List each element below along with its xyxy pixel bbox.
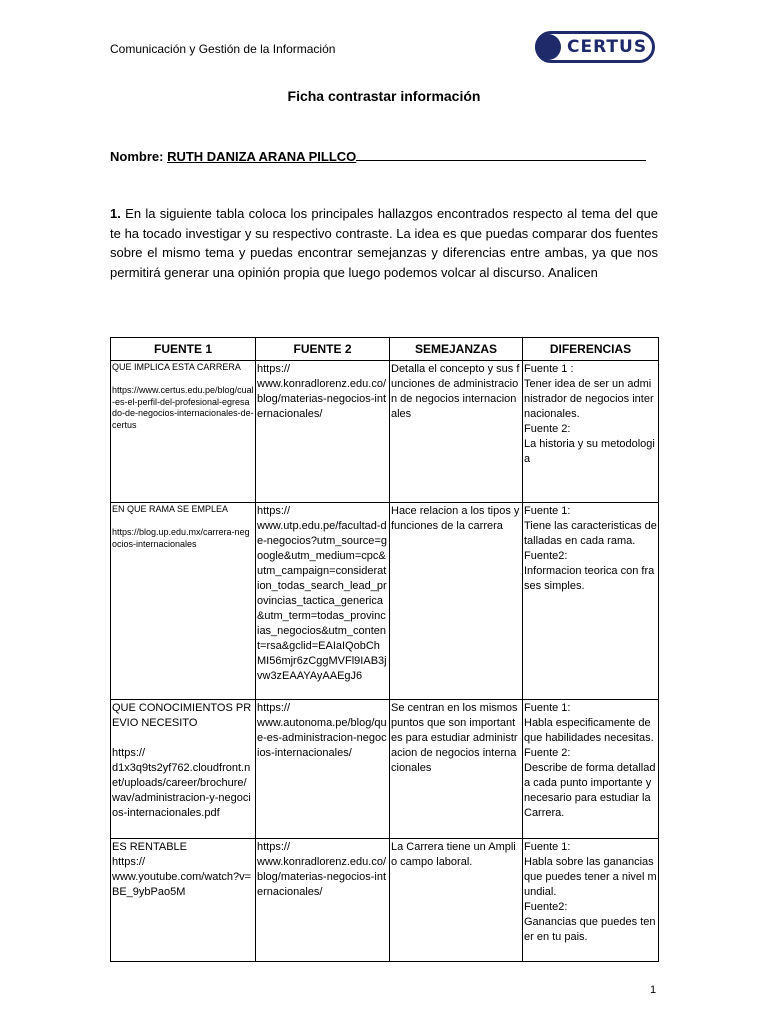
cell-fuente-1: ES RENTABLE https:// www.youtube.com/watch?v=BE_9ybPao5M xyxy=(111,839,256,962)
logo-text: CERTUS xyxy=(567,37,648,57)
logo-circle-icon xyxy=(535,34,561,60)
header-fuente-2: FUENTE 2 xyxy=(256,338,390,361)
cell-fuente-2: https:// www.utp.edu.pe/facultad-de-negocios?utm_source=google&utm_medium=cpc&utm_campaign=consideration_todas_search_lead_provincias_tactica_generica&utm_term=todas_provincias_negocios&utm_content=rsa&gclid=EAIaIQobChMI56mjr6zCggMVFl9IAB3jvw3zEAAYAyAAEgJ6 xyxy=(256,503,390,700)
cell-semejanzas: La Carrera tiene un Amplio campo laboral. xyxy=(390,839,523,962)
cell-fuente-1: QUE CONOCIMIENTOS PREVIO NECESITO https:// d1x3q9ts2yf762.cloudfront.net/uploads/career/brochure/wav/administracion-y-negocios-internacionales.pdf xyxy=(111,700,256,839)
document-title: Ficha contrastar información xyxy=(287,88,481,104)
cell-diferencias: Fuente 1 : Tener idea de ser un administrador de negocios internacionales. Fuente 2: La historia y su metodologia xyxy=(523,361,659,503)
comparison-table xyxy=(110,337,659,962)
cell-semejanzas: Detalla el concepto y sus funciones de administracion de negocios internacionales xyxy=(390,361,523,503)
table-header-row xyxy=(111,338,659,361)
cell-fuente-1: QUE IMPLICA ESTA CARRERA https://www.certus.edu.pe/blog/cual-es-el-perfil-del-profesional-egresado-de-negocios-internacionales-de-certus xyxy=(111,361,256,503)
instruction-number: 1. xyxy=(110,206,121,221)
name-label: Nombre: xyxy=(110,149,164,164)
header-fuente-1: FUENTE 1 xyxy=(111,338,256,361)
table-row xyxy=(111,839,659,962)
header-semejanzas: SEMEJANZAS xyxy=(390,338,523,361)
cell-fuente-2: https:// www.autonoma.pe/blog/que-es-administracion-negocios-internacionales/ xyxy=(256,700,390,839)
name-value: RUTH DANIZA ARANA PILLCO xyxy=(167,149,357,164)
cell-fuente-2: https:// www.konradlorenz.edu.co/blog/materias-negocios-internacionales/ xyxy=(256,361,390,503)
certus-logo xyxy=(535,31,655,63)
table-row xyxy=(111,361,659,503)
cell-semejanzas: Se centran en los mismos puntos que son importantes para estudiar administracion de negocios internacionales xyxy=(390,700,523,839)
cell-fuente-1: EN QUE RAMA SE EMPLEA https://blog.up.edu.mx/carrera-negocios-internacionales xyxy=(111,503,256,700)
instructions xyxy=(110,204,658,282)
instruction-text: En la siguiente tabla coloca los principales hallazgos encontrados respecto al tema del que te ha tocado investigar y su respectivo contraste. La idea es que puedas comparar dos fuentes sobre el mismo tema y puedas encontrar semejanzas y diferencias entre ambas, ya que nos permitirá generar una opinión propia que luego podemos volcar al discurso. Analicen xyxy=(110,206,659,280)
cell-semejanzas: Hace relacion a los tipos y funciones de la carrera xyxy=(390,503,523,700)
cell-diferencias: Fuente 1: Habla especificamente de que habilidades necesitas. Fuente 2: Describe de forma detallada cada punto importante y necesario para estudiar la Carrera. xyxy=(523,700,659,839)
name-underline xyxy=(356,148,646,161)
cell-fuente-2: https:// www.konradlorenz.edu.co/blog/materias-negocios-internacionales/ xyxy=(256,839,390,962)
name-line xyxy=(110,148,652,164)
header-diferencias: DIFERENCIAS xyxy=(523,338,659,361)
cell-diferencias: Fuente 1: Habla sobre las ganancias que puedes tener a nivel mundial. Fuente2: Ganancias que puedes tener en tu pais. xyxy=(523,839,659,962)
cell-diferencias: Fuente 1: Tiene las caracteristicas detalladas en cada rama. Fuente2: Informacion teorica con frases simples. xyxy=(523,503,659,700)
course-header: Comunicación y Gestión de la Información xyxy=(110,42,336,56)
page-number: 1 xyxy=(650,984,657,996)
table-row xyxy=(111,503,659,700)
table-row xyxy=(111,700,659,839)
